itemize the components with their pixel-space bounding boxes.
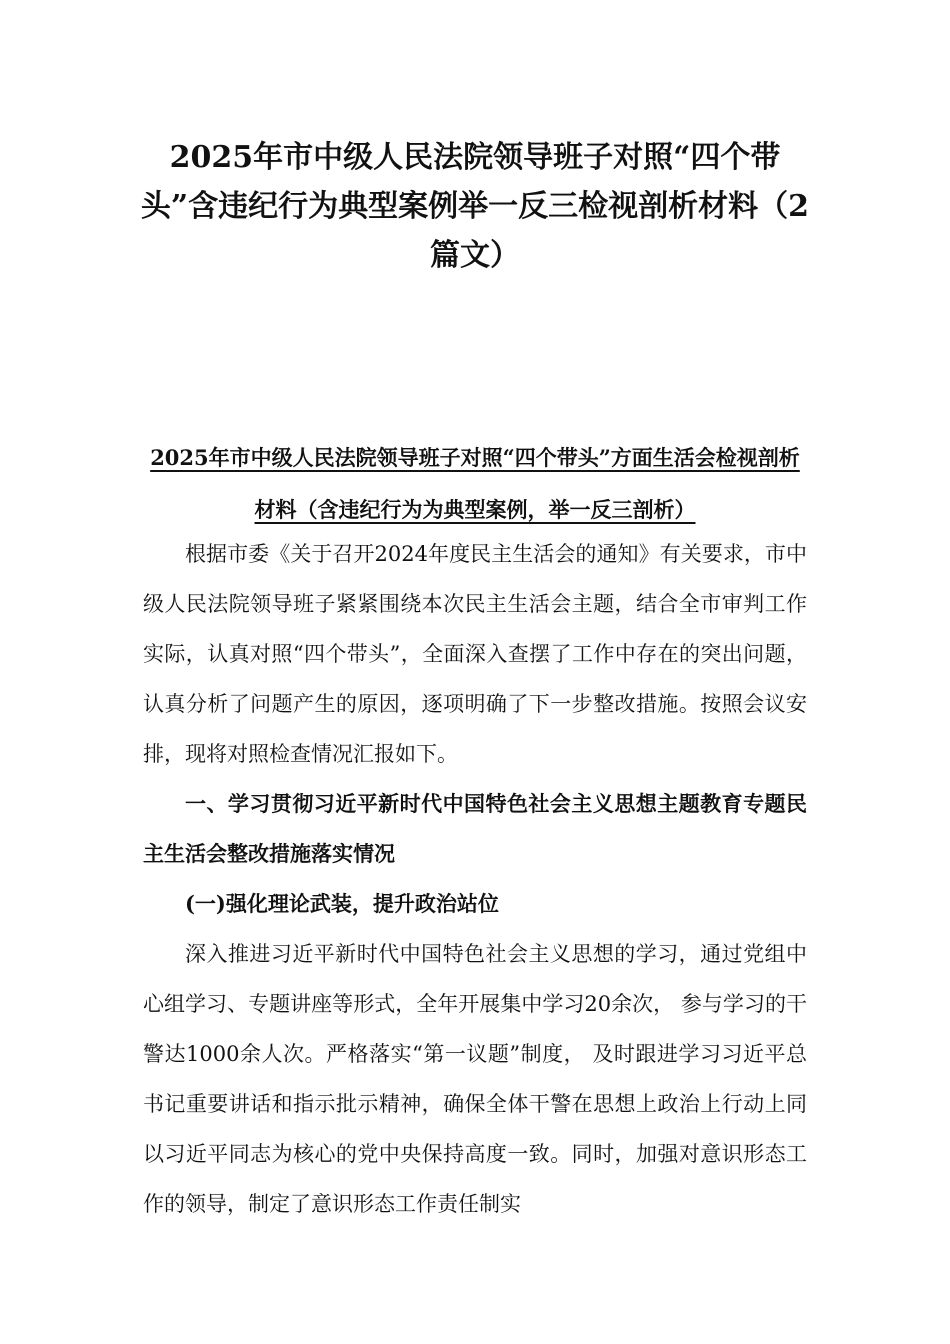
subheading-1: (一)强化理论武装，提升政治站位 [185, 891, 499, 916]
document-title: 2025年市中级人民法院领导班子对照“四个带头”含违纪行为典型案例举一反三检视剖析材料（2篇文） [140, 140, 810, 273]
document-body [143, 529, 807, 1229]
heading-1: 一、学习贯彻习近平新时代中国特色社会主义思想主题教育专题民主生活会整改措施落实情况 [143, 791, 807, 866]
intro-paragraph: 根据市委《关于召开2024年度民主生活会的通知》有关要求，市中级人民法院领导班子紧紧围绕本次民主生活会主题，结合全市审判工作实际，认真对照“四个带头”，全面深入查摆了工作中存在的突出问题，认真分析了问题产生的原因，逐项明确了下一步整改措施。按照会议安排，现将对照检查情况汇报如下。 [143, 542, 807, 766]
section-title: 2025年市中级人民法院领导班子对照“四个带头”方面生活会检视剖析材料（含违纪行为为典型案例，举一反三剖析） [150, 445, 800, 522]
body-paragraph: 深入推进习近平新时代中国特色社会主义思想的学习，通过党组中心组学习、专题讲座等形式，全年开展集中学习20余次， 参与学习的干警达1000余人次。严格落实“第一议题”制度， 及时跟进学习习近平总书记重要讲话和指示批示精神，确保全体干警在思想上政治上行动上同以习近平同志为核心的党中央保持高度一致。同时，加强对意识形态工作的领导，制定了意识形态工作责任制实 [143, 942, 807, 1216]
